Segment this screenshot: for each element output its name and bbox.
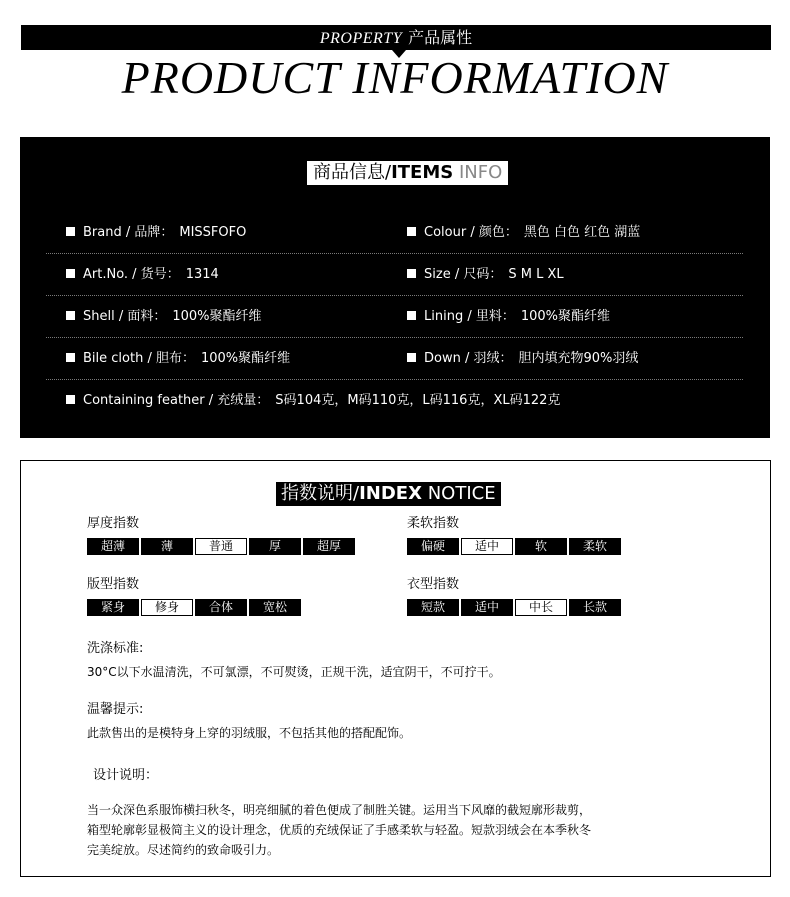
square-bullet-icon (66, 395, 75, 404)
scale-option: 软 (515, 538, 567, 555)
property-en-label: PROPERTY (319, 30, 403, 47)
square-bullet-icon (66, 311, 75, 320)
scale-bar (407, 538, 623, 555)
page-title: PRODUCT INFORMATION (121, 52, 669, 103)
index-tag-bold: INDEX (359, 483, 422, 504)
bile-label: Bile cloth / 胆布： (83, 351, 195, 366)
index-tag-cn: 指数说明/ (281, 483, 360, 504)
scale-option: 普通 (195, 538, 247, 555)
design-heading (93, 766, 158, 789)
square-bullet-icon (407, 269, 416, 278)
shell-value: 100%聚酯纤维 (172, 309, 262, 324)
property-cn-label: 产品属性 (408, 28, 473, 47)
scale-option: 宽松 (249, 599, 301, 616)
square-bullet-icon (66, 353, 75, 362)
down-label: Down / 羽绒： (424, 351, 513, 366)
scale-option: 中长 (515, 599, 567, 616)
scale-option: 修身 (141, 599, 193, 616)
brand-label: Brand / 品牌： (83, 225, 174, 240)
brand-cell (66, 212, 246, 254)
info-row (46, 254, 743, 296)
lining-cell (407, 296, 610, 338)
design-description (87, 800, 591, 860)
scale-option: 柔软 (569, 538, 621, 555)
colour-label: Colour / 颜色： (424, 225, 518, 240)
scale-title: 版型指数 (87, 577, 140, 592)
scale-bar (407, 599, 623, 616)
square-bullet-icon (407, 353, 416, 362)
scale-title: 厚度指数 (87, 516, 140, 531)
property-header-bar (21, 25, 771, 50)
feather-value: S码104克，M码110克，L码116克，XL码122克 (275, 393, 561, 408)
design-line: 当一众深色系服饰横扫秋冬，明亮细腻的着色便成了制胜关键。运用当下风靡的截短廓形裁剪， (87, 803, 592, 817)
items-info-tag-light: INFO (458, 162, 503, 183)
items-info-panel (20, 137, 770, 438)
scale-bar (87, 599, 303, 616)
info-row (46, 296, 743, 338)
shell-label: Shell / 面料： (83, 309, 167, 324)
items-info-tag-cn: 商品信息/ (313, 162, 392, 183)
scale-option: 合体 (195, 599, 247, 616)
scale-option: 长款 (569, 599, 621, 616)
tips-text: 此款售出的是模特身上穿的羽绒服，不包括其他的搭配配饰。 (87, 726, 412, 740)
wash-standard (87, 639, 501, 682)
square-bullet-icon (407, 311, 416, 320)
softness-scale (407, 516, 623, 555)
bile-cloth-cell (66, 338, 290, 380)
colour-cell (407, 212, 640, 254)
scale-option: 厚 (249, 538, 301, 555)
items-info-tag-bold: ITEMS (391, 162, 454, 183)
down-value: 胆内填充物90%羽绒 (518, 351, 639, 366)
index-notice-panel (20, 460, 771, 877)
down-cell (407, 338, 638, 380)
tips-title: 温馨提示: (87, 702, 144, 717)
colour-value: 黑色 白色 红色 湖蓝 (523, 225, 641, 240)
artno-label: Art.No. / 货号： (83, 267, 180, 282)
lining-label: Lining / 里料： (424, 309, 515, 324)
design-line: 箱型轮廓彰显极简主义的设计理念，优质的充绒保证了手感柔软与轻盈。短款羽绒会在本季秋冬 (87, 823, 592, 837)
feather-label: Containing feather / 充绒量： (83, 393, 270, 408)
scale-option: 短款 (407, 599, 459, 616)
bile-value: 100%聚酯纤维 (200, 351, 291, 366)
lining-value: 100%聚酯纤维 (520, 309, 611, 324)
info-row (46, 212, 743, 254)
size-value: S M L XL (508, 267, 564, 282)
square-bullet-icon (66, 227, 75, 236)
length-scale (407, 577, 623, 616)
scale-option: 紧身 (87, 599, 139, 616)
scale-option: 适中 (461, 599, 513, 616)
square-bullet-icon (66, 269, 75, 278)
scale-title: 衣型指数 (407, 577, 460, 592)
scale-title: 柔软指数 (407, 516, 460, 531)
wash-title: 洗涤标准: (87, 641, 144, 656)
square-bullet-icon (407, 227, 416, 236)
scale-option: 超薄 (87, 538, 139, 555)
info-row (46, 380, 743, 422)
index-notice-tag (276, 482, 501, 506)
design-title: 设计说明： (93, 768, 159, 783)
scale-option: 薄 (141, 538, 193, 555)
warm-tips (87, 700, 411, 743)
scale-option: 超厚 (303, 538, 355, 555)
thickness-scale (87, 516, 357, 555)
size-label: Size / 尺码： (424, 267, 503, 282)
scale-option: 偏硬 (407, 538, 459, 555)
feather-cell (66, 380, 560, 422)
items-info-tag (307, 161, 508, 185)
shell-cell (66, 296, 262, 338)
fit-scale (87, 577, 303, 616)
scale-option: 适中 (461, 538, 513, 555)
brand-value: MISSFOFO (179, 225, 247, 240)
artno-value: 1314 (185, 267, 219, 282)
size-cell (407, 254, 564, 296)
scale-bar (87, 538, 357, 555)
artno-cell (66, 254, 219, 296)
wash-text: 30°C以下水温清洗，不可氯漂，不可熨烫，正规干洗，适宜阴干，不可拧干。 (87, 665, 501, 679)
design-line: 完美绽放。尽述简约的致命吸引力。 (87, 843, 280, 857)
index-tag-thin: NOTICE (427, 483, 496, 504)
info-row (46, 338, 743, 380)
